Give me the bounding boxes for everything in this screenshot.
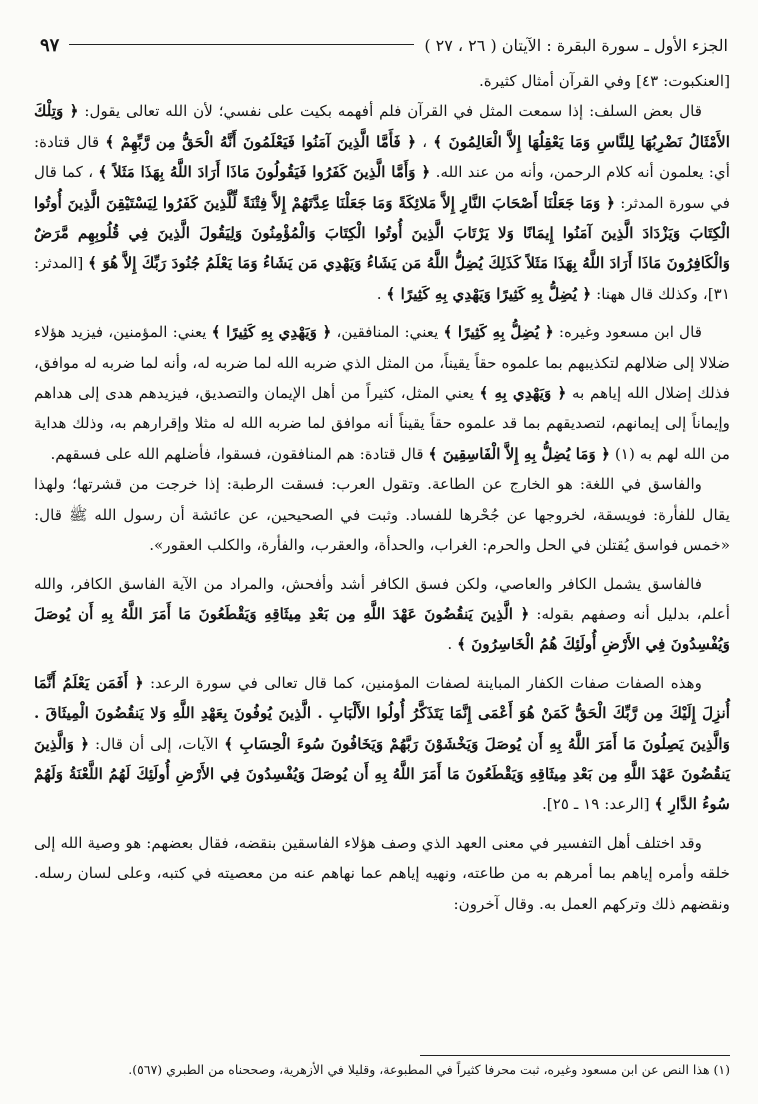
text-run: [الرعد: ١٩ ـ ٢٥]. bbox=[541, 795, 655, 814]
text-run: ، bbox=[416, 132, 434, 151]
quran-verse: ﴿ الَّذِينَ يَنقُضُونَ عَهْدَ اللَّهِ مِن بَعْدِ مِيثَاقِهِ وَيَقْطَعُونَ مَا أَمَرَ اللَّهُ بِهِ أَن يُوصَلَ وَيُفْسِدُونَ فِي الأَرْضِ أُولَئِكَ هُمُ الْخَاسِرُونَ ﴾ bbox=[34, 604, 730, 654]
quran-verse: ﴿ أَفَمَن يَعْلَمُ أَنَّمَا أُنزِلَ إِلَيْكَ مِن رَّبِّكَ الْحَقُّ كَمَنْ هُوَ أَعْمَى إِنَّمَا يَتَذَكَّرُ أُولُوا الأَلْبَابِ . الَّذِينَ يُوفُونَ بِعَهْدِ اللَّهِ وَلا يَنقُضُونَ الْمِيثَاقَ . وَالَّذِينَ يَصِلُونَ مَا أَمَرَ اللَّهُ بِهِ أَن يُوصَلَ وَيَخْشَوْنَ رَبَّهُمْ وَيَخَافُونَ سُوءَ الْحِسَابِ ﴾ bbox=[34, 673, 730, 753]
page-header bbox=[40, 30, 728, 60]
quran-verse: ﴿ يُضِلُّ بِهِ كَثِيرًا وَيَهْدِي بِهِ كَثِيرًا ﴾ bbox=[386, 284, 592, 303]
text-run: قال ابن مسعود وغيره: bbox=[553, 323, 702, 342]
text-run: . bbox=[376, 284, 387, 303]
paragraph bbox=[34, 66, 730, 96]
quran-verse: ﴿ وَالَّذِينَ يَنقُضُونَ عَهْدَ اللَّهِ مِن بَعْدِ مِيثَاقِهِ وَيَقْطَعُونَ مَا أَمَرَ اللَّهُ بِهِ أَن يُوصَلَ وَيُفْسِدُونَ فِي الأَرْضِ أُولَئِكَ لَهُمُ اللَّعْنَةُ وَلَهُمْ سُوءُ الدَّارِ ﴾ bbox=[34, 734, 730, 814]
text-run: يعني: المؤمنين، فيزيد هؤلاء ضلالا إلى ضلالهم لتكذيبهم بما علموه حقاً يقيناً، من المثل الذي ضربه الله لما ضربه له، وأنه لما ضربه له موافق، فذلك إضلال الله إياهم به bbox=[34, 323, 731, 403]
text-run: [المدثر: ٣١]، وكذلك قال ههنا: bbox=[34, 254, 730, 303]
quran-verse: ﴿ وَمَا يُضِلُّ بِهِ إِلاَّ الْفَاسِقِينَ ﴾ bbox=[428, 444, 610, 463]
paragraph bbox=[34, 469, 730, 560]
text-run: والفاسق في اللغة: هو الخارج عن الطاعة. وتقول العرب: فسقت الرطبة: إذا خرجت من قشرتها؛ ولهذا يقال للفأرة: فويسقة، لخروجها عن جُحْرها للفساد. وثبت في الصحيحين، عن عائشة أن رسول الله ﷺ قال: «خمس فواسق يُقتلن في الحل والحرم: الغراب، والحدأة، والعقرب، والفأرة، والكلب العقور». bbox=[34, 475, 730, 555]
text-run: وقد اختلف أهل التفسير في معنى العهد الذي وصف هؤلاء الفاسقين بنقضه، فقال بعضهم: هو وصية الله إلى خلقه وأمره إياهم بما أمرهم به من طاعته، ونهيه إياهم عما نهاهم عنه من معصيته في كتبه، وعلى لسان رسله. ونقضهم ذلك وتركهم العمل به. وقال آخرون: bbox=[34, 833, 730, 913]
running-title: الجزء الأول ـ سورة البقرة : الآيتان ( ٢٦ ، ٢٧ ) bbox=[424, 35, 728, 55]
text-run: . bbox=[447, 635, 458, 654]
text-run: قال قتادة: أي: يعلمون أنه كلام الرحمن، وأنه من عند الله. bbox=[34, 132, 730, 182]
page-body bbox=[34, 66, 730, 919]
quran-verse: ﴿ فَأَمَّا الَّذِينَ آمَنُوا فَيَعْلَمُونَ أَنَّهُ الْحَقُّ مِن رَّبِّهِمْ ﴾ bbox=[105, 132, 417, 151]
text-run: يعني: المنافقين، bbox=[331, 323, 444, 342]
quran-verse: ﴿ وَمَا جَعَلْنَا أَصْحَابَ النَّارِ إِلاَّ مَلائِكَةً وَمَا جَعَلْنَا عِدَّتَهُمْ إِلاَّ فِتْنَةً لِّلَّذِينَ كَفَرُوا لِيَسْتَيْقِنَ الَّذِينَ أُوتُوا الْكِتَابَ وَيَزْدَادَ الَّذِينَ آمَنُوا إِيمَانًا وَلا يَرْتَابَ الَّذِينَ أُوتُوا الْكِتَابَ وَالْمُؤْمِنُونَ وَلِيَقُولَ الَّذِينَ فِي قُلُوبِهِم مَّرَضٌ وَالْكَافِرُونَ مَاذَا أَرَادَ اللَّهُ بِهَذَا مَثَلاً كَذَلِكَ يُضِلُّ اللَّهُ مَن يَشَاءُ وَيَهْدِي مَن يَشَاءُ وَمَا يَعْلَمُ جُنُودَ رَبِّكَ إِلاَّ هُوَ ﴾ bbox=[34, 193, 730, 273]
text-run: قال قتادة: هم المنافقون، فسقوا، فأضلهم الله على فسقهم. bbox=[50, 444, 429, 463]
text-run: فالفاسق يشمل الكافر والعاصي، ولكن فسق الكافر أشد وأفحش، والمراد من الآية الفاسق الكافر، والله أعلم، بدليل أنه وصفهم بقوله: bbox=[34, 574, 730, 623]
quran-verse: ﴿ وَتِلْكَ الأَمْثَالُ نَضْرِبُهَا لِلنَّاسِ وَمَا يَعْقِلُهَا إِلاَّ الْعَالِمُونَ ﴾ bbox=[34, 102, 730, 151]
paragraph bbox=[34, 317, 730, 469]
footnote-separator bbox=[420, 1055, 730, 1056]
quran-verse: ﴿ يُضِلُّ بِهِ كَثِيرًا ﴾ bbox=[443, 323, 554, 342]
paragraph bbox=[34, 96, 730, 309]
quran-verse: ﴿ وَيَهْدِي بِهِ ﴾ bbox=[479, 384, 567, 403]
text-run: قال بعض السلف: إذا سمعت المثل في القرآن فلم أفهمه بكيت على نفسي؛ لأن الله تعالى يقول: bbox=[78, 102, 702, 121]
header-rule bbox=[69, 44, 414, 46]
paragraph bbox=[34, 668, 730, 820]
text-run: [العنكبوت: ٤٣] وفي القرآن أمثال كثيرة. bbox=[478, 72, 730, 90]
quran-verse: ﴿ وَيَهْدِي بِهِ كَثِيرًا ﴾ bbox=[211, 323, 332, 342]
text-run: وهذه الصفات صفات الكفار المباينة لصفات المؤمنين، كما قال تعالى في سورة الرعد: bbox=[143, 673, 702, 692]
paragraph bbox=[34, 569, 730, 660]
paragraph bbox=[34, 828, 730, 919]
page-number: ٩٧ bbox=[40, 34, 60, 56]
text-run: ، كما قال في سورة المدثر: bbox=[34, 163, 730, 212]
footnote: (١) هذا النص عن ابن مسعود وغيره، ثبت محرفا كثيراً في المطبوعة، وقليلا في الأزهرية، وصححناه من الطبري (٥٦٧). bbox=[128, 1062, 730, 1077]
text-run: الآيات، إلى أن قال: bbox=[89, 734, 225, 753]
text-run: يعني المثل، كثيراً من أهل الإيمان والتصديق، فيزيدهم هدى إلى هداهم وإيماناً إلى إيمانهم، لتصديقهم بما قد علموه حقاً يقيناً أنه موافق لما ضربه الله له مثلا وإقرارهم به، وذلك هداية من الله لهم به (١) bbox=[34, 384, 730, 463]
quran-verse: ﴿ وَأَمَّا الَّذِينَ كَفَرُوا فَيَقُولُونَ مَاذَا أَرَادَ اللَّهُ بِهَذَا مَثَلاً ﴾ bbox=[98, 163, 431, 182]
